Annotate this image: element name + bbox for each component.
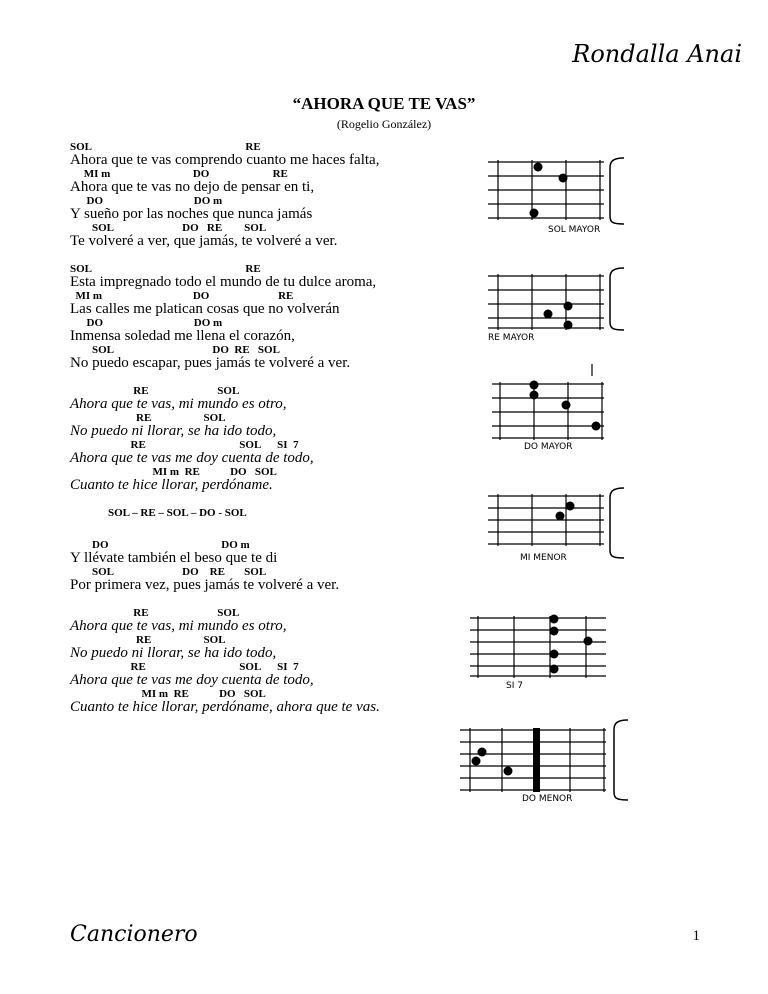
lyric-line: [70, 566, 450, 593]
chord-line: RE SOL: [70, 385, 240, 397]
chord-line: MI m DO RE: [70, 168, 288, 180]
chord-diagram-si-7: [466, 600, 616, 692]
stanza: [70, 607, 450, 715]
lyric-text: Ahora que te vas me doy cuenta de todo,: [70, 672, 314, 688]
chord-line: SOL DO RE SOL: [70, 222, 267, 234]
chord-diagram-do-menor: [456, 716, 632, 802]
lyric-text: Y llévate también el beso que te di: [70, 550, 278, 566]
lyric-text: Ahora que te vas, mi mundo es otro,: [70, 618, 287, 634]
lyric-line: [70, 317, 450, 344]
chord-diagram-do-mayor: [484, 358, 629, 452]
lyric-text: Por primera vez, pues jamás te volveré a ver.: [70, 577, 340, 593]
diagram-label: SOL MAYOR: [548, 225, 601, 234]
diagram-label: RE MAYOR: [488, 333, 535, 343]
lyric-text: No puedo escapar, pues jamás te volveré a ver.: [70, 355, 351, 371]
chord-line: RE SOL SI 7: [70, 439, 299, 451]
lyric-line: [70, 466, 450, 493]
chord-line: RE SOL: [70, 634, 226, 646]
lyric-text: No puedo ni llorar, se ha ido todo,: [70, 645, 277, 661]
lyric-line: [70, 688, 450, 715]
diagram-label: MI MENOR: [520, 553, 567, 562]
lyric-line: [70, 539, 450, 566]
lyric-text: Ahora que te vas, mi mundo es otro,: [70, 396, 287, 412]
chord-line: RE SOL: [70, 607, 240, 619]
lyric-line: [70, 263, 450, 290]
lyric-line: [70, 168, 450, 195]
stanza: [70, 263, 450, 371]
lyric-text: Y sueño por las noches que nunca jamás: [70, 206, 313, 222]
lyric-text: Ahora que te vas me doy cuenta de todo,: [70, 450, 314, 466]
lyric-text: Cuanto te hice llorar, perdóname.: [70, 477, 273, 493]
diagram-label: DO MENOR: [522, 794, 573, 802]
lyric-line: [70, 195, 450, 222]
chord-line: RE SOL SI 7: [70, 661, 299, 673]
lyrics-part-2: [70, 539, 450, 715]
chord-line: DO DO m: [70, 317, 223, 329]
lyric-text: Inmensa soledad me llena el corazón,: [70, 328, 295, 344]
stanza: [70, 141, 450, 249]
song-author: (Rogelio González): [336, 117, 432, 131]
lyric-line: [70, 385, 450, 412]
chord-line: SOL RE: [70, 141, 261, 153]
chord-diagram-re-mayor: [484, 266, 629, 344]
lyric-line: [70, 344, 450, 371]
lyric-text: Ahora que te vas comprendo cuanto me haces falta,: [70, 152, 380, 168]
chord-line: DO DO m: [70, 539, 250, 551]
lyric-line: [70, 290, 450, 317]
diagram-label: DO MAYOR: [524, 442, 573, 452]
lyric-line: [70, 661, 450, 688]
chord-progression: SOL – RE – SOL – DO - SOL: [108, 507, 247, 519]
chord-line: DO DO m: [70, 195, 223, 207]
lyric-line: [70, 439, 450, 466]
chord-line: SOL DO RE SOL: [70, 566, 267, 578]
chord-line: RE SOL: [70, 412, 226, 424]
lyrics-part-1: [70, 141, 450, 493]
chord-diagram-mi-menor: [484, 484, 629, 562]
song-title: “AHORA QUE TE VAS”: [292, 94, 476, 113]
chord-line: SOL DO RE SOL: [70, 344, 280, 356]
footer-label: Cancionero: [70, 922, 198, 947]
lyric-text: Te volveré a ver, que jamás, te volveré a ver.: [70, 233, 338, 249]
stanza: [70, 385, 450, 493]
chord-line: SOL RE: [70, 263, 261, 275]
lyric-text: Cuanto te hice llorar, perdóname, ahora que te vas.: [70, 699, 380, 715]
chord-diagram-sol-mayor: [484, 152, 629, 234]
page-number: 1: [692, 928, 700, 944]
lyric-text: No puedo ni llorar, se ha ido todo,: [70, 423, 277, 439]
lyric-line: [70, 607, 450, 634]
chord-line: MI m DO RE: [70, 290, 294, 302]
lyric-text: Esta impregnado todo el mundo de tu dulce aroma,: [70, 274, 377, 290]
lyric-text: Las calles me platican cosas que no volverán: [70, 301, 340, 317]
diagram-label: SI 7: [506, 681, 523, 691]
lyric-text: Ahora que te vas no dejo de pensar en ti,: [70, 179, 315, 195]
lyric-line: [70, 634, 450, 661]
stanza: [70, 539, 450, 593]
chord-line: MI m RE DO SOL: [70, 688, 266, 700]
lyrics-body: [70, 141, 450, 729]
lyric-line: [70, 412, 450, 439]
lyric-line: [70, 141, 450, 168]
header-title: Rondalla Anai: [572, 40, 742, 68]
lyric-line: [70, 222, 450, 249]
chord-line: MI m RE DO SOL: [70, 466, 277, 478]
